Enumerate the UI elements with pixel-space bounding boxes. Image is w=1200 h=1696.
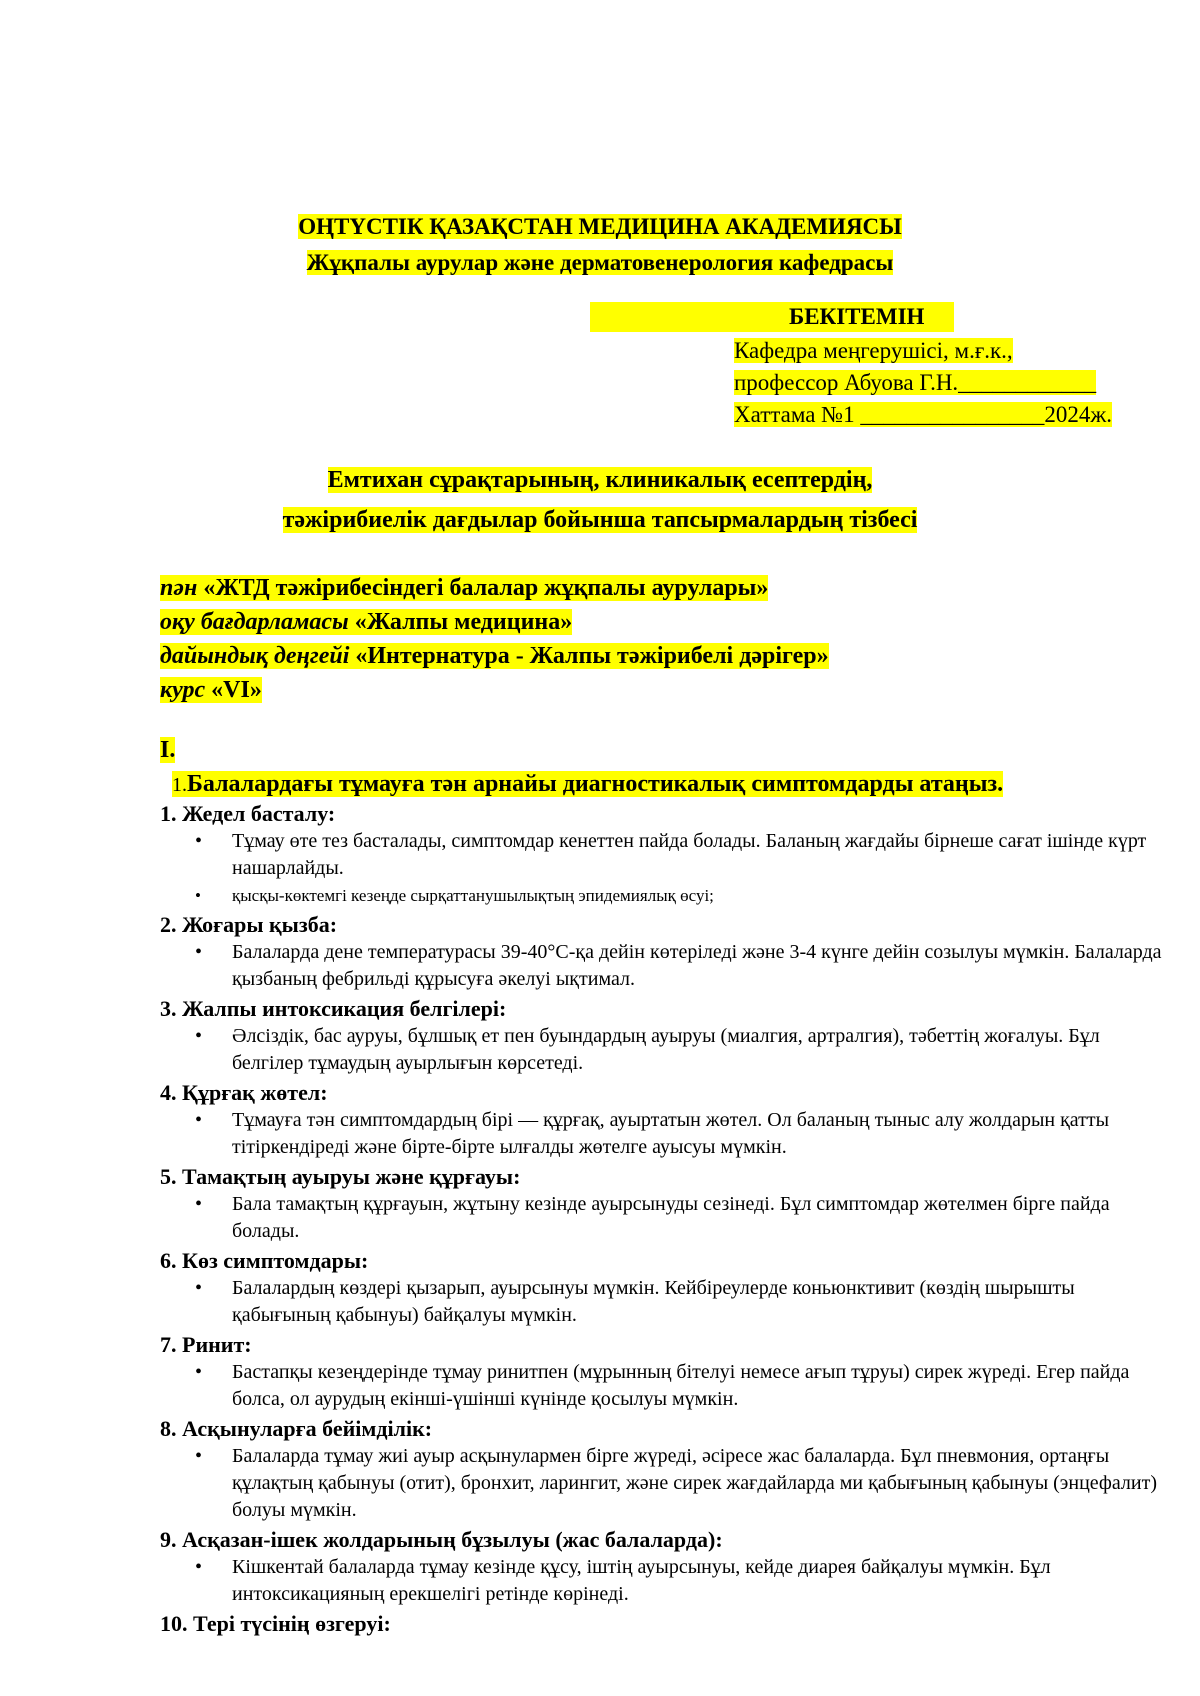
symptom-title: 7. Ринит: <box>160 1332 252 1357</box>
symptom-item <box>160 800 1170 909</box>
symptom-bullets <box>160 1023 1170 1077</box>
approval-line-2 <box>734 368 1096 398</box>
list-title-line-1-text: Емтихан сұрақтарының, клиникалық есептердің, <box>327 467 873 493</box>
symptom-title: 10. Тері түсінің өзгеруі: <box>160 1611 391 1636</box>
symptom-bullets <box>160 1554 1170 1608</box>
symptom-item <box>160 1331 1170 1413</box>
list-title-line-2-text: тәжірибиелік дағдылар бойынша тапсырмалардың тізбесі <box>282 507 918 533</box>
symptom-bullet: • қысқы-көктемгі кезеңде сырқаттанушылықтың эпидемиялық өсуі; <box>232 882 1170 909</box>
symptom-item <box>160 1610 1170 1638</box>
subject-line <box>160 572 768 604</box>
department-title <box>0 248 1200 278</box>
symptom-bullet: • Тұмау өте тез басталады, симптомдар кенеттен пайда болады. Баланың жағдайы бірнеше сағат ішінде күрт нашарлайды. <box>232 828 1170 882</box>
symptom-title: 5. Тамақтың ауыруы және құрғауы: <box>160 1164 521 1189</box>
approval-line-2-text: профессор Абуова Г.Н.____________ <box>734 370 1097 395</box>
level-line <box>160 640 829 672</box>
symptom-bullets <box>160 1359 1170 1413</box>
institution-title-text: ОҢТҮСТІК ҚАЗАҚСТАН МЕДИЦИНА АКАДЕМИЯСЫ <box>298 214 902 239</box>
symptom-title: 3. Жалпы интоксикация белгілері: <box>160 996 507 1021</box>
symptom-bullet: • Кішкентай балаларда тұмау кезінде құсу, іштің ауырсынуы, кейде диарея байқалуы мүмкін. Бұл интоксикацияның ерекшелігі ретінде көрінеді. <box>232 1554 1170 1608</box>
approval-line-1 <box>734 336 1013 366</box>
symptom-title: 8. Асқынуларға бейімділік: <box>160 1416 433 1441</box>
approval-line-1-text: Кафедра меңгерушісі, м.ғ.к., <box>734 338 1013 363</box>
approval-title: БЕКІТЕМІН <box>789 304 925 329</box>
answer-content <box>160 800 1170 1638</box>
approval-line-3-text: Хаттама №1 ________________2024ж. <box>734 402 1113 427</box>
symptom-bullet: • Тұмауға тән симптомдардың бірі — құрғақ, ауыртатын жөтел. Ол баланың тыныс алу жолдарын қатты тітіркендіреді және бірте-бірте ылғалды жөтелге ауысуы мүмкін. <box>232 1107 1170 1161</box>
symptom-item <box>160 995 1170 1077</box>
symptom-title: 2. Жоғары қызба: <box>160 912 338 937</box>
symptom-item <box>160 1079 1170 1161</box>
section-number-text: I. <box>160 737 176 763</box>
symptom-item <box>160 1163 1170 1245</box>
question-text: Балалардағы тұмауға тән арнайы диагностикалық симптомдарды атаңыз. <box>187 771 1004 797</box>
approval-line-3 <box>734 400 1112 430</box>
symptom-title: 1. Жедел басталу: <box>160 801 336 826</box>
symptom-bullet: • Балалардың көздері қызарып, ауырсынуы мүмкін. Кейбіреулерде коньюнктивит (көздің шырышты қабығының қабынуы) байқалуы мүмкін. <box>232 1275 1170 1329</box>
symptom-item <box>160 1415 1170 1524</box>
program-line <box>160 606 572 638</box>
symptom-bullets <box>160 1275 1170 1329</box>
institution-title <box>0 212 1200 242</box>
symptom-item <box>160 1526 1170 1608</box>
symptom-bullet: • Әлсіздік, бас ауруы, бұлшық ет пен буындардың ауыруы (миалгия, артралгия), тәбеттің жоғалуы. Бұл белгілер тұмаудың ауырлығын көрсетеді. <box>232 1023 1170 1077</box>
program-label: оқу бағдарламасы <box>160 609 349 635</box>
course-value: «VI» <box>211 677 262 703</box>
symptom-bullet: • Балаларда тұмау жиі ауыр асқынулармен бірге жүреді, әсіресе жас балаларда. Бұл пневмония, ортаңғы құлақтың қабынуы (отит), бронхит, ларингит, және сирек жағдайларда ми қабығының қабынуы (энцефалит) болуы мүмкін. <box>232 1443 1170 1524</box>
subject-label: пән <box>160 575 198 601</box>
section-number <box>160 734 175 766</box>
symptom-bullets <box>160 939 1170 993</box>
list-title-line-2 <box>0 503 1200 537</box>
program-value: «Жалпы медицина» <box>354 609 573 635</box>
course-line <box>160 674 262 706</box>
symptom-bullets <box>160 1107 1170 1161</box>
question-number: 1. <box>172 774 187 796</box>
subject-value: «ЖТД тәжірибесіндегі балалар жұқпалы аурулары» <box>203 575 769 601</box>
symptom-item <box>160 1247 1170 1329</box>
list-title-line-1 <box>0 463 1200 497</box>
symptom-title: 9. Асқазан-ішек жолдарының бұзылуы (жас балаларда): <box>160 1527 723 1552</box>
level-value: «Интернатура - Жалпы тәжірибелі дәрігер» <box>355 643 829 669</box>
level-label: дайындық деңгейі <box>160 643 350 669</box>
department-title-text: Жұқпалы аурулар және дерматовенерология кафедрасы <box>306 250 894 275</box>
symptom-item <box>160 911 1170 993</box>
symptom-bullet: • Бала тамақтың құрғауын, жұтыну кезінде ауырсынуды сезінеді. Бұл симптомдар жөтелмен бірге пайда болады. <box>232 1191 1170 1245</box>
symptom-bullets <box>160 1191 1170 1245</box>
symptom-bullets <box>160 828 1170 909</box>
symptom-bullet: • Бастапқы кезеңдерінде тұмау ринитпен (мұрынның бітелуі немесе ағып тұруы) сирек жүреді. Егер пайда болса, ол аурудың екінші-үшінші күнінде қосылуы мүмкін. <box>232 1359 1170 1413</box>
course-label: курс <box>160 677 206 703</box>
symptom-bullet: • Балаларда дене температурасы 39-40°C-қа дейін көтеріледі және 3-4 күнге дейін созылуы мүмкін. Балаларда қызбаның фебрильді құрысуға әкелуі ықтимал. <box>232 939 1170 993</box>
symptom-title: 6. Көз симптомдары: <box>160 1248 369 1273</box>
symptom-bullets <box>160 1443 1170 1524</box>
question-heading <box>172 768 1003 801</box>
symptom-title: 4. Құрғақ жөтел: <box>160 1080 328 1105</box>
